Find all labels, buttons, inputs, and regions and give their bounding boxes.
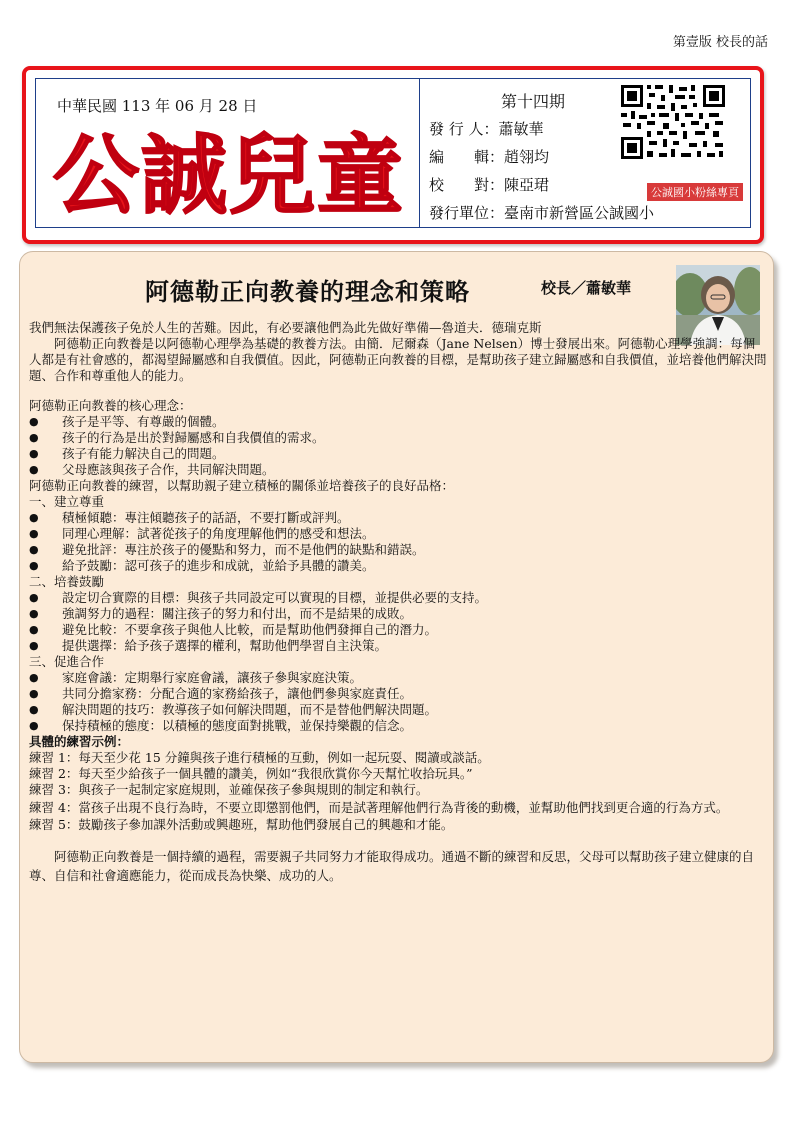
list-item: ● 解決問題的技巧：教導孩子如何解決問題，而不是替他們解決問題。 [29,702,767,718]
list-item: ● 同理心理解：試著從孩子的角度理解他們的感受和想法。 [29,526,767,542]
list-item: ● 避免比較：不要拿孩子與他人比較，而是幫助他們發揮自己的潛力。 [29,622,767,638]
masthead-divider [419,79,420,227]
example-item: 練習 2：每天至少給孩子一個具體的讚美，例如“我很欣賞你今天幫忙收拾玩具。” [29,766,473,781]
section-heading: 二、培養鼓勵 [29,574,105,589]
list-item: ● 家庭會議：定期舉行家庭會議，讓孩子參與家庭決策。 [29,670,767,686]
masthead-inner [35,78,751,228]
conclusion-paragraph: 阿德勒正向教養是一個持續的過程，需要親子共同努力才能取得成功。通過不斷的練習和反思，父母可以幫助孩子建立健康的自尊、自信和社會適應能力，從而成長為快樂、成功的人。 [29,849,755,883]
section-heading: 三、促進合作 [29,654,105,669]
example-item: 練習 4：當孩子出現不良行為時，不要立即懲罰他們，而是試著理解他們行為背後的動機，並幫助他們找到更合適的行為方式。 [29,800,729,815]
list-item: ● 保持積極的態度：以積極的態度面對挑戰，並保持樂觀的信念。 [29,718,767,734]
list-item: ● 孩子有能力解決自己的問題。 [29,446,767,462]
list-item: ● 強調努力的過程：關注孩子的努力和付出，而不是結果的成敗。 [29,606,767,622]
core-heading: 阿德勒正向教養的核心理念： [29,398,192,413]
section-list [29,510,767,574]
practice-heading: 阿德勒正向教養的練習，以幫助親子建立積極的關係並培養孩子的良好品格： [29,478,455,493]
list-item: ● 孩子的行為是出於對歸屬感和自我價值的需求。 [29,430,767,446]
section-tag: 第壹版 校長的話 [672,35,768,50]
section-list [29,670,767,734]
example-item: 練習 5：鼓勵孩子參加課外活動或興趣班，幫助他們發展自己的興趣和才能。 [29,817,454,832]
publisher-line: 發 行 人：蕭敏華 [429,120,544,138]
article-body [29,320,767,885]
opening-quote: 我們無法保護孩子免於人生的苦難。因此，有必要讓他們為此先做好準備—魯道夫．德瑞克斯 [29,320,542,335]
proofreader-line: 校 對：陳亞珺 [429,176,550,194]
list-item: ● 孩子是平等、有尊嚴的個體。 [29,414,767,430]
list-item: ● 父母應該與孩子合作，共同解決問題。 [29,462,767,478]
list-item: ● 給予鼓勵：認可孩子的進步和成就，並給予具體的讚美。 [29,558,767,574]
core-list [29,414,767,478]
newspaper-title-text: 公誠兒童 [53,126,405,221]
editor-line: 編 輯：趙翎均 [429,148,550,166]
example-item: 練習 1：每天至少花 15 分鐘與孩子進行積極的互動，例如一起玩耍、閱讀或談話。 [29,750,490,765]
list-item: ● 共同分擔家務：分配合適的家務給孩子，讓他們參與家庭責任。 [29,686,767,702]
article-title: 阿德勒正向教養的理念和策略 [145,278,470,306]
section-list [29,590,767,654]
list-item: ● 積極傾聽：專注傾聽孩子的話語，不要打斷或評判。 [29,510,767,526]
publishing-unit-line: 發行單位：臺南市新營區公誠國小 [429,204,655,222]
list-item: ● 避免批評：專注於孩子的優點和努力，而不是他們的缺點和錯誤。 [29,542,767,558]
newspaper-title [46,123,416,221]
article-panel [19,251,774,1063]
publication-date: 中華民國 113 年 06 月 28 日 [57,97,258,115]
qr-code-icon [619,83,727,161]
article-author: 校長／蕭敏華 [541,279,632,297]
section-heading: 一、建立尊重 [29,494,105,509]
list-item: ● 設定切合實際的目標：與孩子共同設定可以實現的目標，並提供必要的支持。 [29,590,767,606]
qr-caption: 公誠國小粉絲專頁 [647,183,743,201]
list-item: ● 提供選擇：給予孩子選擇的權利，幫助他們學習自主決策。 [29,638,767,654]
examples-heading: 具體的練習示例： [29,734,130,749]
intro-paragraph: 阿德勒正向教養是以阿德勒心理學為基礎的教養方法。由簡．尼爾森（Jane Nelsen）博士發展出來。阿德勒心理學強調：每個人都是有社會感的，都渴望歸屬感和自我價值。因此，阿德勒正向教養的目標，是幫助孩子建立歸屬感和自我價值，並培養他們解決問題、合作和尊重他人的能力。 [29,336,767,383]
example-item: 練習 3：與孩子一起制定家庭規則，並確保孩子參與規則的制定和執行。 [29,782,429,797]
issue-number: 第十四期 [501,92,566,111]
masthead [22,66,764,244]
